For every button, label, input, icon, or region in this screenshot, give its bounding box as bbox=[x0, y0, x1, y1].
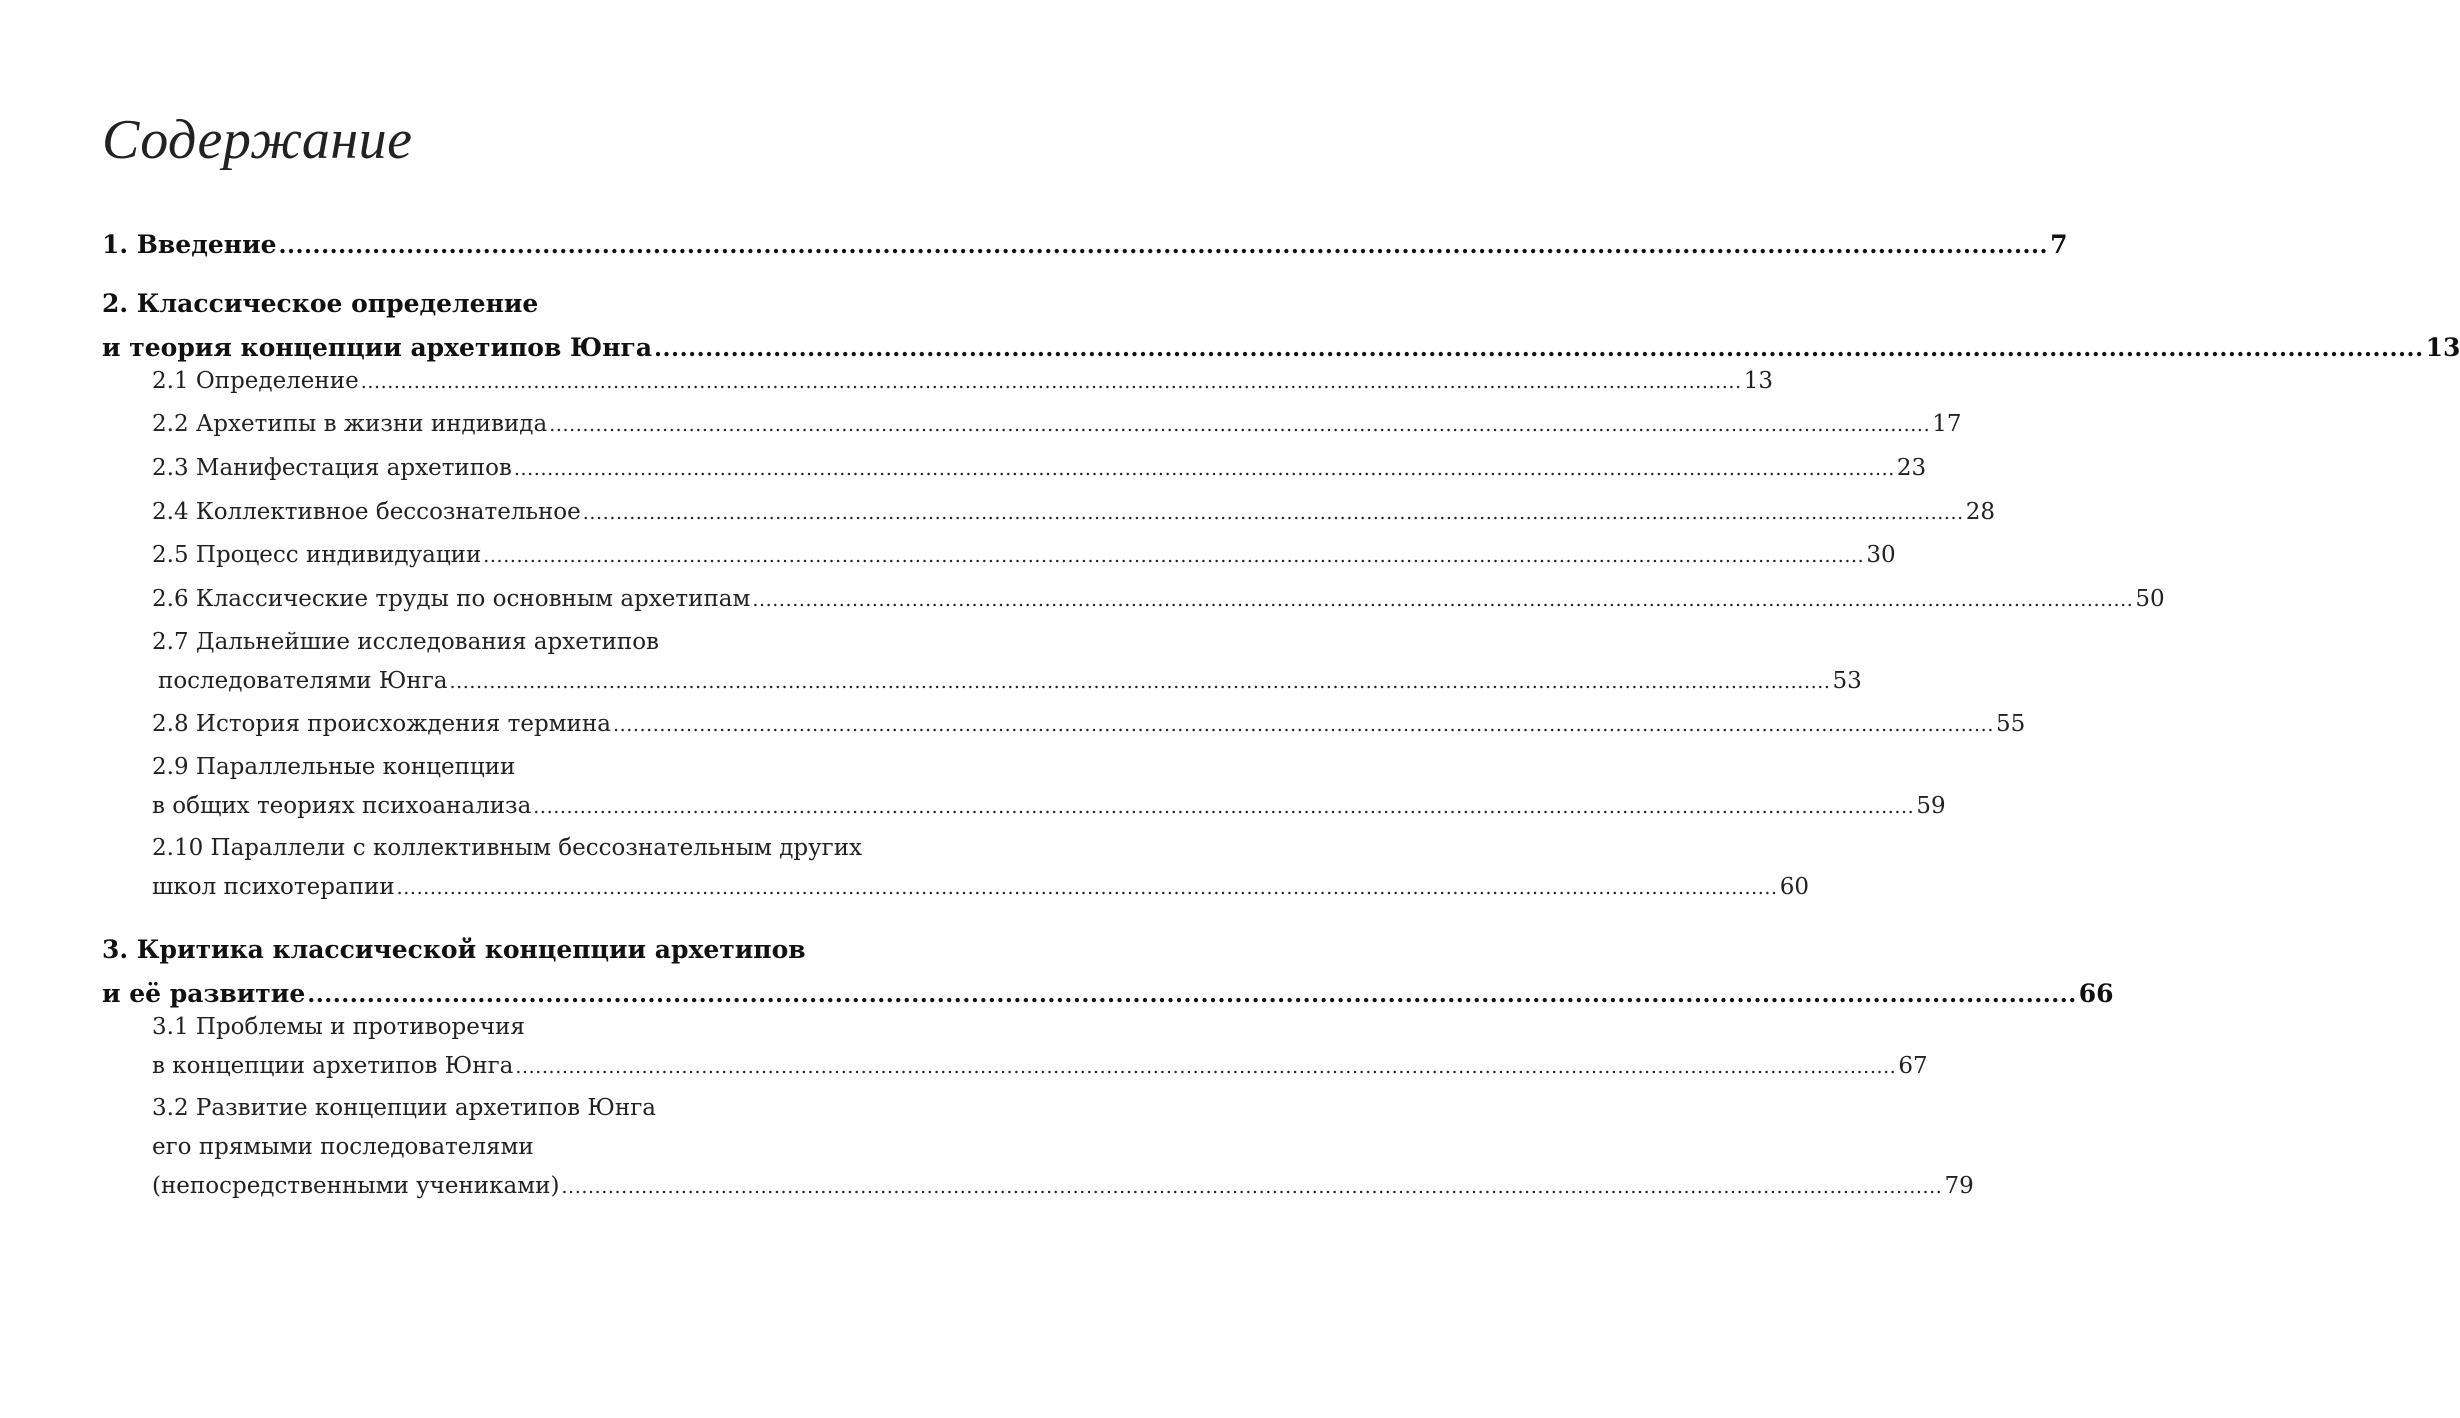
section-title-continued: в концепции архетипов Юнга bbox=[152, 1053, 514, 1079]
dot-leader: ................................................................................................................................................................................................................ bbox=[612, 714, 1994, 736]
toc-section-2-5[interactable] bbox=[152, 536, 1896, 576]
section-title: 2.5 Процесс индивидуации bbox=[152, 542, 482, 568]
dot-leader: ................................................................................................................................................................................................................ bbox=[360, 371, 1742, 393]
section-title-continued: школ психотерапии bbox=[152, 874, 395, 900]
section-title: 2.4 Коллективное бессознательное bbox=[152, 499, 581, 525]
dot-leader: ................................................................................................................................................................................................................ bbox=[654, 335, 2424, 362]
page-number: 60 bbox=[1779, 874, 1809, 900]
chapter-title-continued: и теория концепции архетипов Юнга bbox=[102, 333, 653, 362]
dot-leader: ................................................................................................................................................................................................................ bbox=[561, 1176, 1943, 1198]
toc-section-2-9[interactable] bbox=[152, 748, 1946, 827]
dot-leader: ................................................................................................................................................................................................................ bbox=[396, 877, 1778, 899]
dot-leader: ................................................................................................................................................................................................................ bbox=[533, 796, 1915, 818]
toc-section-2-2[interactable] bbox=[152, 405, 1962, 445]
section-title: 2.8 История происхождения термина bbox=[152, 711, 611, 737]
page-number: 53 bbox=[1832, 668, 1862, 694]
toc-section-2-7[interactable] bbox=[152, 623, 1862, 702]
section-title-continued: его прямыми последователями bbox=[152, 1134, 534, 1160]
page-number: 7 bbox=[2050, 230, 2068, 259]
section-title: 2.7 Дальнейшие исследования архетипов bbox=[152, 629, 659, 655]
page-number: 30 bbox=[1866, 542, 1896, 568]
dot-leader: ................................................................................................................................................................................................................ bbox=[307, 981, 2077, 1008]
section-title-continued: в общих теориях психоанализа bbox=[152, 793, 532, 819]
page-number: 13 bbox=[1743, 368, 1773, 394]
chapter-title-continued: и её развитие bbox=[102, 979, 306, 1008]
section-title: 2.3 Манифестация архетипов bbox=[152, 455, 512, 481]
page-number: 55 bbox=[1995, 711, 2026, 737]
toc-section-2-1[interactable] bbox=[152, 362, 1773, 402]
chapter-title: 1. Введение bbox=[102, 230, 277, 259]
toc-chapter-2[interactable] bbox=[102, 282, 2460, 371]
toc-section-2-6[interactable] bbox=[152, 580, 2165, 620]
page-number: 17 bbox=[1932, 411, 1962, 437]
page-number: 23 bbox=[1896, 455, 1927, 481]
page-number: 28 bbox=[1965, 499, 1996, 525]
page-title: Содержание bbox=[102, 109, 413, 171]
page-number: 13 bbox=[2425, 333, 2460, 362]
dot-leader: ................................................................................................................................................................................................................ bbox=[582, 502, 1964, 524]
toc-section-3-2[interactable] bbox=[152, 1089, 1974, 1207]
page-number: 50 bbox=[2135, 586, 2165, 612]
section-title: 2.2 Архетипы в жизни индивида bbox=[152, 411, 548, 437]
section-title: 2.6 Классические труды по основным архетипам bbox=[152, 586, 751, 612]
dot-leader: ................................................................................................................................................................................................................ bbox=[549, 414, 1931, 436]
dot-leader: ................................................................................................................................................................................................................ bbox=[483, 545, 1865, 567]
dot-leader: ................................................................................................................................................................................................................ bbox=[752, 589, 2134, 611]
dot-leader: ................................................................................................................................................................................................................ bbox=[515, 1056, 1897, 1078]
section-title: 2.10 Параллели с коллективным бессознательным других bbox=[152, 835, 863, 861]
page-number: 59 bbox=[1916, 793, 1946, 819]
toc-chapter-1[interactable] bbox=[102, 223, 2068, 268]
page-number: 66 bbox=[2078, 979, 2114, 1008]
dot-leader: ................................................................................................................................................................................................................ bbox=[278, 232, 2049, 259]
section-title-continued: (непосредственными учениками) bbox=[152, 1173, 560, 1199]
section-title: 2.9 Параллельные концепции bbox=[152, 754, 516, 780]
toc-chapter-3[interactable] bbox=[102, 928, 2114, 1017]
section-title-continued: последователями Юнга bbox=[158, 668, 448, 694]
toc-section-2-10[interactable] bbox=[152, 829, 1809, 908]
section-title: 2.1 Определение bbox=[152, 368, 359, 394]
toc-section-3-1[interactable] bbox=[152, 1008, 1928, 1087]
page-number: 79 bbox=[1944, 1173, 1974, 1199]
chapter-title: 3. Критика классической концепции архетипов bbox=[102, 935, 806, 964]
section-title: 3.1 Проблемы и противоречия bbox=[152, 1014, 525, 1040]
section-title: 3.2 Развитие концепции архетипов Юнга bbox=[152, 1095, 656, 1121]
page-number: 67 bbox=[1898, 1053, 1928, 1079]
chapter-title: 2. Классическое определение bbox=[102, 289, 539, 318]
toc-section-2-8[interactable] bbox=[152, 705, 2026, 745]
toc-section-2-3[interactable] bbox=[152, 449, 1927, 489]
toc-section-2-4[interactable] bbox=[152, 493, 1996, 533]
dot-leader: ................................................................................................................................................................................................................ bbox=[449, 671, 1831, 693]
dot-leader: ................................................................................................................................................................................................................ bbox=[513, 458, 1895, 480]
